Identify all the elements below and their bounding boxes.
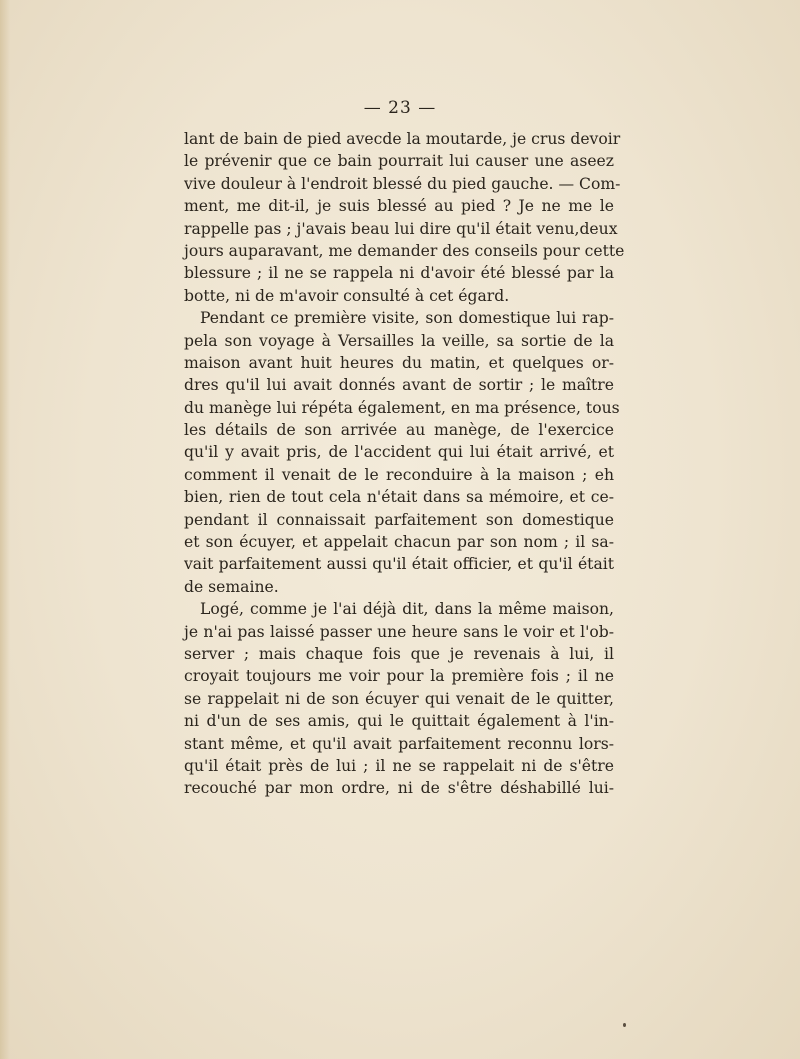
text-line: comment il venait de le reconduire à la maison ; eh	[184, 465, 614, 484]
text-line: qu'il était près de lui ; il ne se rappelait ni de s'être	[184, 756, 614, 775]
text-line: les détails de son arrivée au manège, de l'exercice	[184, 421, 614, 440]
text-line: maison avant huit heures du matin, et quelques or-	[184, 353, 614, 372]
text-line: ni d'un de ses amis, qui le quittait également à l'in-	[184, 712, 614, 731]
text-line: de semaine.	[184, 577, 279, 596]
text-line: Pendant ce première visite, son domestique lui rap-	[200, 309, 614, 328]
text-line: croyait toujours me voir pour la première fois ; il ne	[184, 667, 614, 686]
text-line: stant même, et qu'il avait parfaitement reconnu lors-	[184, 734, 614, 753]
text-line: Logé, comme je l'ai déjà dit, dans la même maison,	[200, 600, 614, 619]
text-line: ment, me dit-il, je suis blessé au pied ? Je ne me le	[184, 197, 614, 216]
paper-speck	[623, 1023, 626, 1027]
text-line: pela son voyage à Versailles la veille, sa sortie de la	[184, 331, 614, 350]
text-line: se rappelait ni de son écuyer qui venait de le quitter,	[184, 689, 614, 708]
text-line: recouché par mon ordre, ni de s'être déshabillé lui-	[184, 779, 614, 798]
text-line: du manège lui répéta également, en ma présence, tous	[184, 398, 620, 417]
text-line: et son écuyer, et appelait chacun par son nom ; il sa-	[184, 533, 614, 552]
text-line: pendant il connaissait parfaitement son domestique	[184, 510, 614, 529]
text-line: server ; mais chaque fois que je revenais à lui, il	[184, 644, 614, 663]
text-line: bien, rien de tout cela n'était dans sa mémoire, et ce-	[184, 488, 614, 507]
text-line: dres qu'il lui avait donnés avant de sortir ; le maître	[184, 376, 614, 395]
text-line: lant de bain de pied avecde la moutarde, je crus devoir	[184, 130, 621, 148]
text-line: qu'il y avait pris, de l'accident qui lui était arrivé, et	[184, 443, 614, 462]
text-line: je n'ai pas laissé passer une heure sans le voir et l'ob-	[184, 622, 614, 641]
text-line: blessure ; il ne se rappela ni d'avoir été blessé par la	[184, 264, 614, 283]
text-line: vait parfaitement aussi qu'il était officier, et qu'il était	[184, 555, 614, 574]
body-text	[184, 128, 625, 800]
text-line: jours auparavant, me demander des conseils pour cette	[184, 241, 625, 260]
page-number: — 23 —	[363, 98, 437, 118]
text-line: vive douleur à l'endroit blessé du pied gauche. — Com-	[184, 174, 621, 193]
text-line: rappelle pas ; j'avais beau lui dire qu'il était venu,deux	[184, 219, 618, 238]
page-edge-shadow	[0, 0, 10, 1059]
text-line: botte, ni de m'avoir consulté à cet égard.	[184, 286, 510, 305]
text-line: le prévenir que ce bain pourrait lui causer une aseez	[184, 152, 614, 171]
